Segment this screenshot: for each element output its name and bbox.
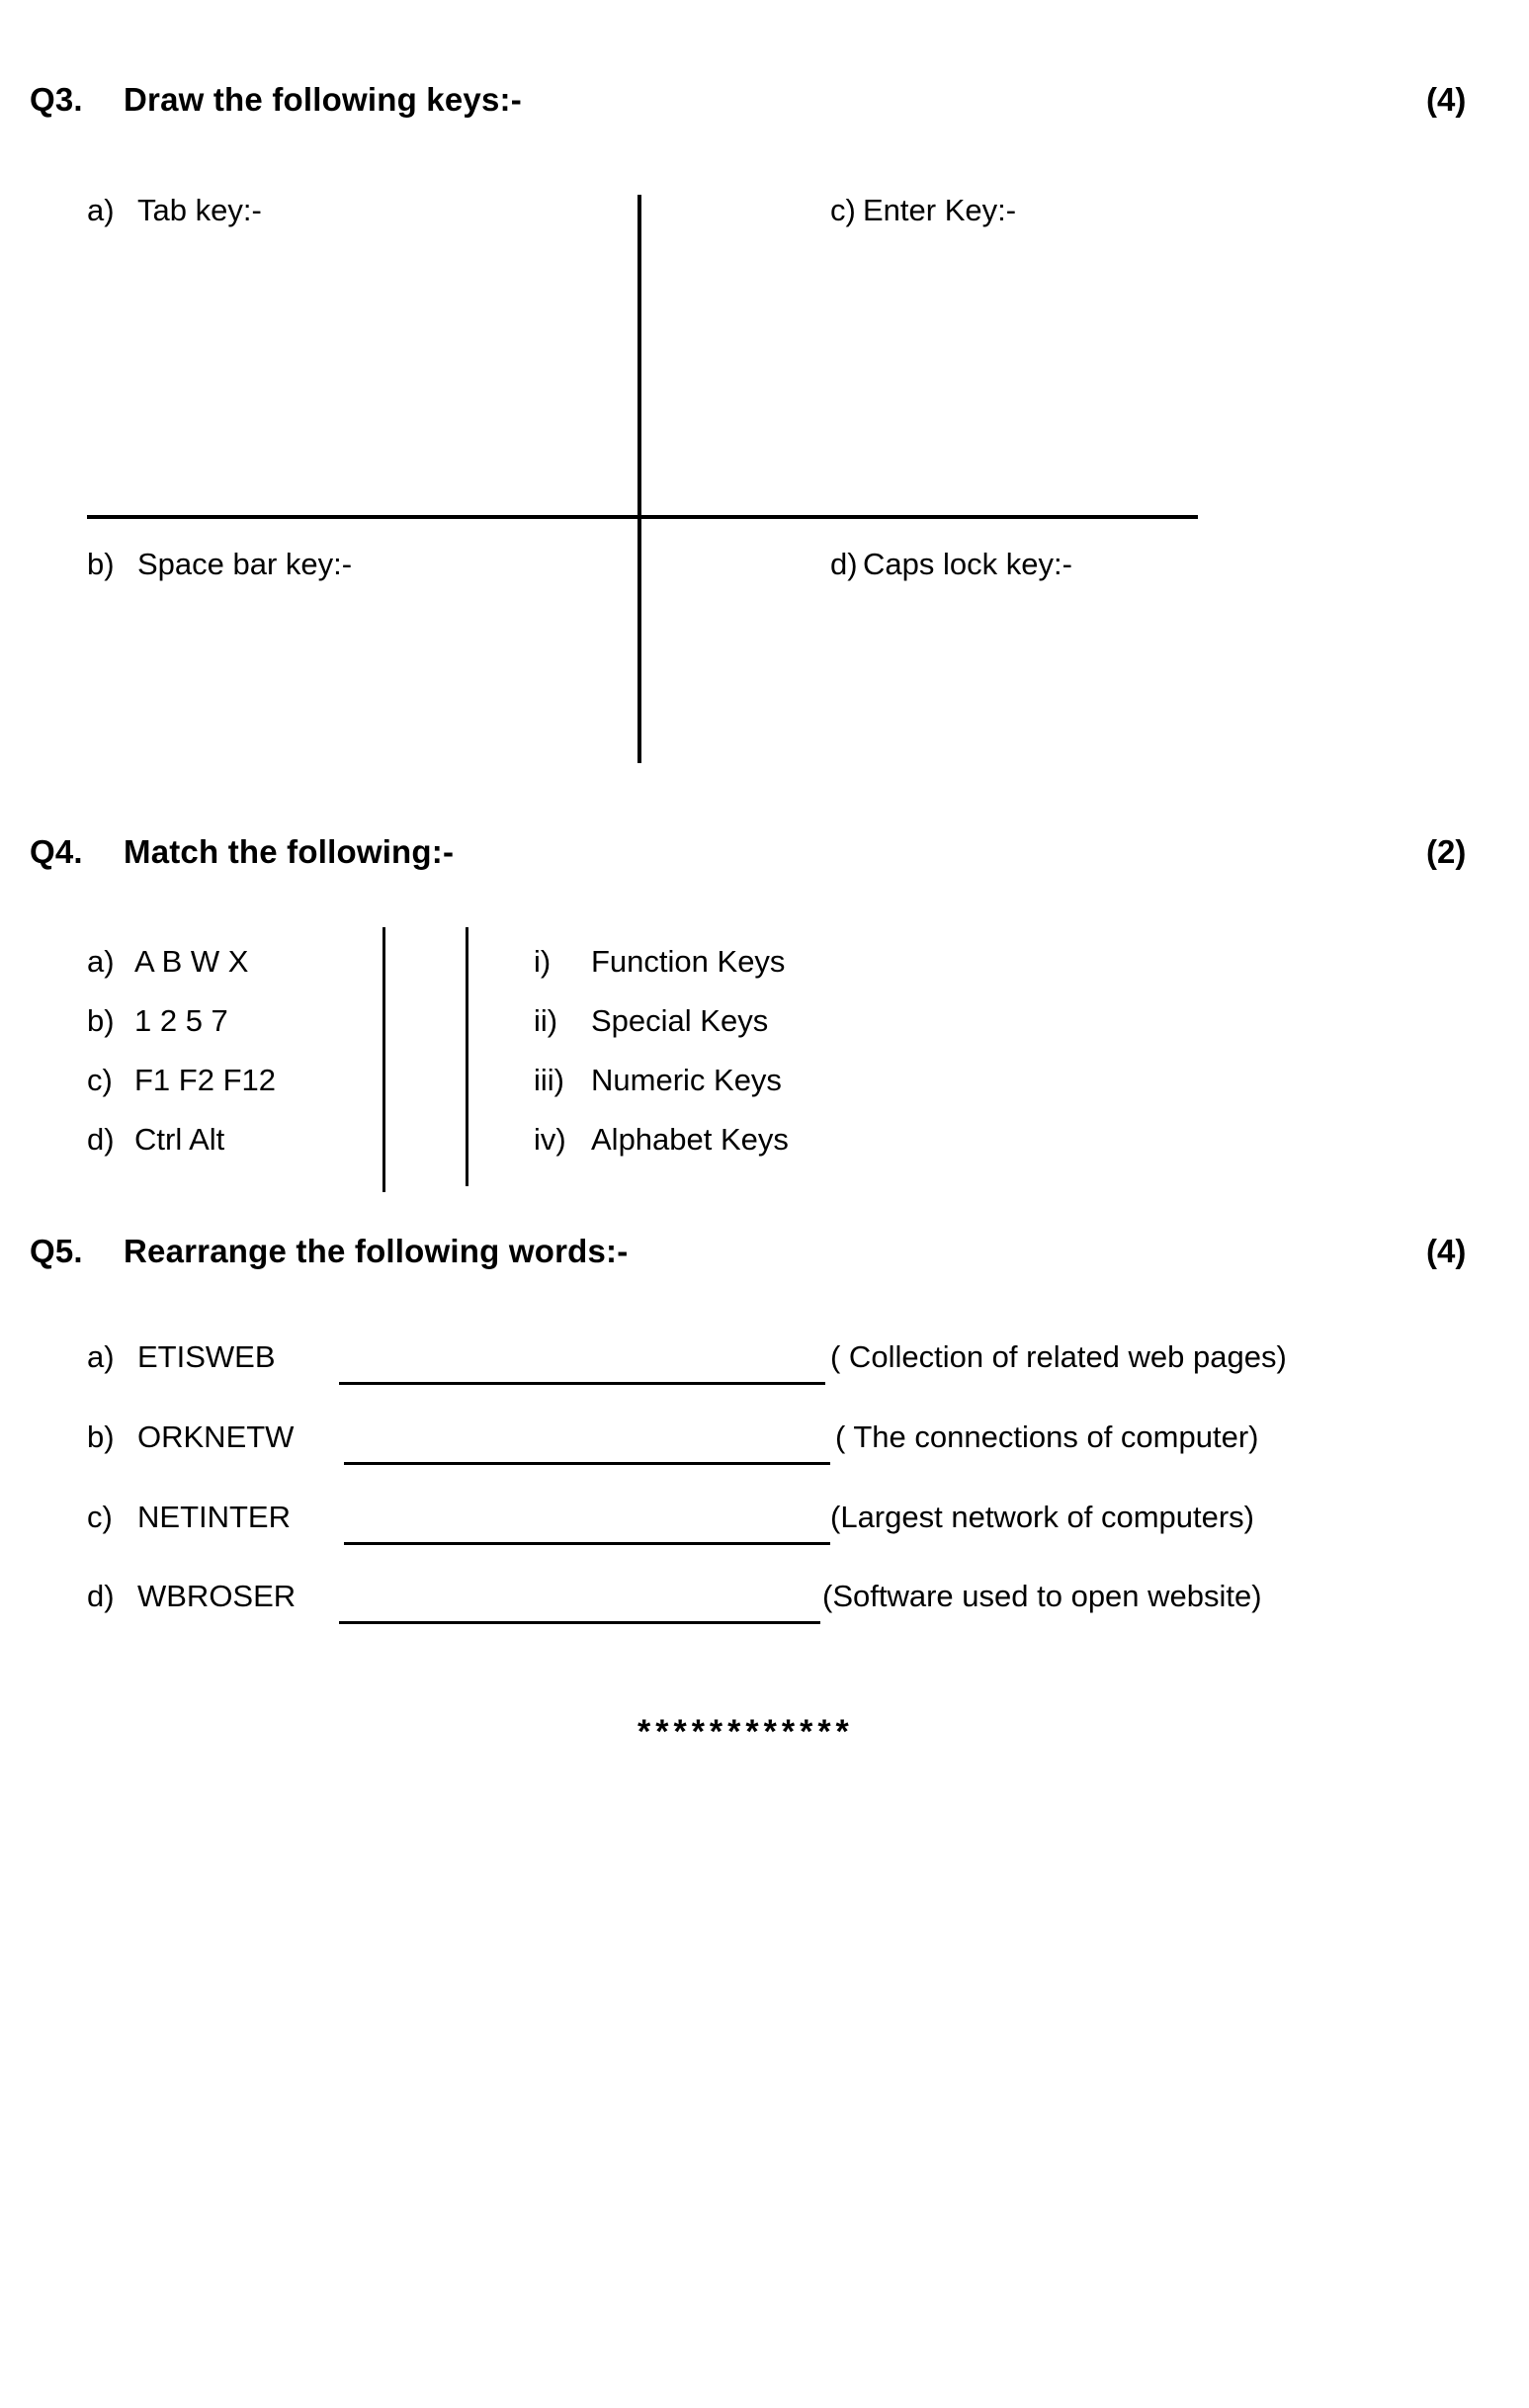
- q4-left-text-a: A B W X: [134, 944, 249, 979]
- q4-right-label-iii: iii): [534, 1063, 564, 1097]
- q5-item-a-word: ETISWEB: [137, 1339, 276, 1374]
- q4-right-label-i: i): [534, 944, 552, 979]
- q4-left-label-d: d): [87, 1122, 115, 1157]
- q5-item-c-label: c): [87, 1500, 113, 1534]
- question-5-number: Q5.: [30, 1233, 83, 1269]
- footer-stars: ************: [637, 1713, 854, 1751]
- q4-left-label-c: c): [87, 1063, 113, 1097]
- q4-right-row-ii: [534, 1003, 768, 1039]
- question-3-marks: (4): [1426, 81, 1467, 118]
- q4-right-label-iv: iv): [534, 1122, 566, 1157]
- question-5-title: Rearrange the following words:-: [124, 1233, 629, 1269]
- q3-item-b-label: b): [87, 547, 115, 581]
- q4-left-text-b: 1 2 5 7: [134, 1003, 228, 1038]
- q5-item-b-hint: ( The connections of computer): [835, 1419, 1259, 1454]
- question-3-number: Q3.: [30, 81, 83, 118]
- question-4-number: Q4.: [30, 833, 83, 870]
- q5-item-b-label: b): [87, 1419, 115, 1454]
- q3-vertical-divider: [637, 195, 641, 763]
- q5-item-d-label: d): [87, 1579, 115, 1613]
- q4-left-label-a: a): [87, 944, 115, 979]
- q5-item-a-label: a): [87, 1339, 115, 1374]
- q5-item-c-word: NETINTER: [137, 1500, 291, 1534]
- q4-right-text-ii: Special Keys: [591, 1003, 769, 1038]
- q3-item-c-text: Enter Key:-: [863, 193, 1017, 227]
- q4-right-row-i: [534, 944, 785, 980]
- q4-left-label-b: b): [87, 1003, 115, 1038]
- q4-left-row-d: [87, 1122, 224, 1158]
- q3-item-a-label: a): [87, 193, 115, 227]
- q5-item-b-word: ORKNETW: [137, 1419, 295, 1454]
- question-3-title: Draw the following keys:-: [124, 81, 522, 118]
- question-4-title: Match the following:-: [124, 833, 455, 870]
- q4-left-text-c: F1 F2 F12: [134, 1063, 276, 1097]
- q4-divider-bar-right: [466, 927, 468, 1186]
- q5-item-a-answer-blank[interactable]: [339, 1382, 825, 1385]
- q3-item-b-text: Space bar key:-: [137, 547, 353, 581]
- q4-left-row-c: [87, 1063, 276, 1098]
- question-4-marks: (2): [1426, 833, 1467, 870]
- q4-right-text-iv: Alphabet Keys: [591, 1122, 789, 1157]
- q3-item-d-label: d): [830, 547, 858, 581]
- question-5-marks: (4): [1426, 1233, 1467, 1269]
- q4-right-text-iii: Numeric Keys: [591, 1063, 782, 1097]
- q3-item-c-label: c): [830, 193, 856, 227]
- q5-item-b-answer-blank[interactable]: [344, 1462, 830, 1465]
- q3-item-a-text: Tab key:-: [137, 193, 262, 227]
- q4-left-row-a: [87, 944, 248, 980]
- q5-item-d-hint: (Software used to open website): [822, 1579, 1262, 1613]
- q5-item-d-word: WBROSER: [137, 1579, 297, 1613]
- q4-right-label-ii: ii): [534, 1003, 558, 1038]
- q5-item-c-answer-blank[interactable]: [344, 1542, 830, 1545]
- q4-right-row-iii: [534, 1063, 782, 1098]
- q4-right-row-iv: [534, 1122, 789, 1158]
- q3-item-d-text: Caps lock key:-: [863, 547, 1072, 581]
- q5-item-d-answer-blank[interactable]: [339, 1621, 820, 1624]
- q4-divider-bar-left: [382, 927, 385, 1192]
- q4-left-row-b: [87, 1003, 228, 1039]
- q4-left-text-d: Ctrl Alt: [134, 1122, 225, 1157]
- q5-item-c-hint: (Largest network of computers): [830, 1500, 1255, 1534]
- q4-right-text-i: Function Keys: [591, 944, 786, 979]
- q5-item-a-hint: ( Collection of related web pages): [830, 1339, 1287, 1374]
- q3-horizontal-divider: [87, 515, 1198, 519]
